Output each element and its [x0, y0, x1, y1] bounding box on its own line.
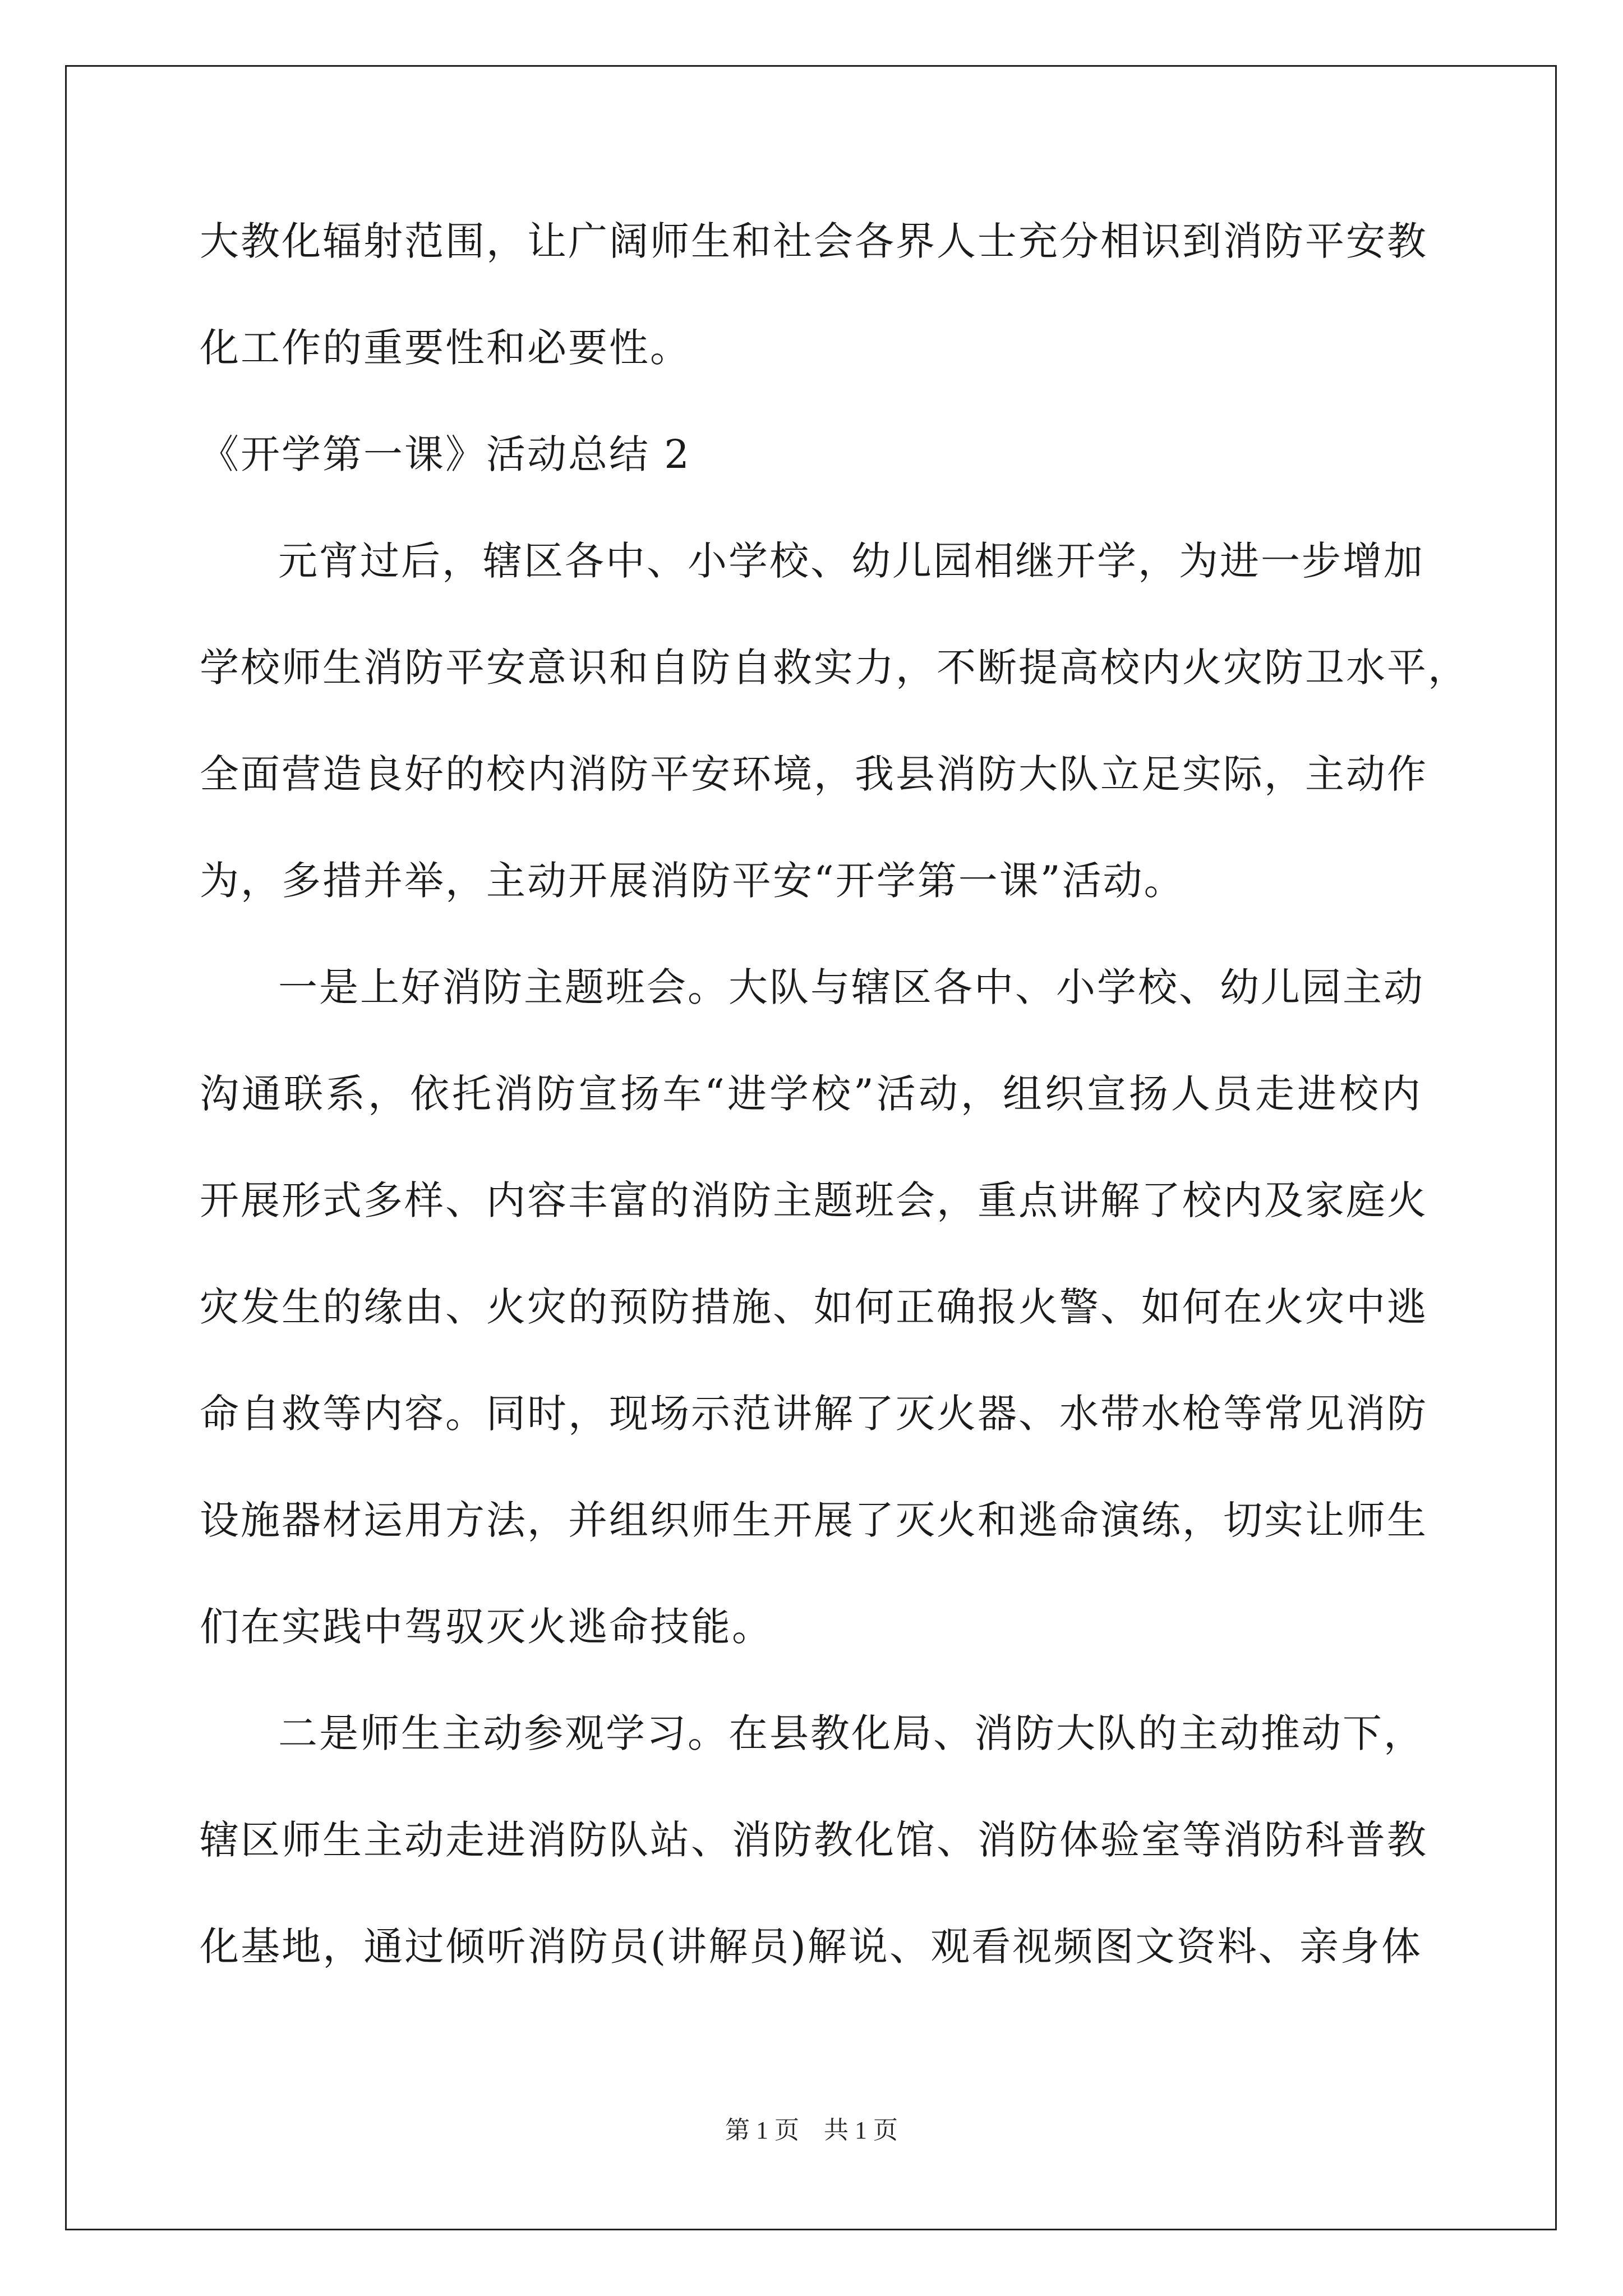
- document-body: [200, 218, 1469, 2031]
- page-footer: [0, 2115, 1623, 2146]
- paragraph-line: 元宵过后，辖区各中、小学校、幼儿园相继开学，为进一步增加: [278, 538, 1424, 584]
- paragraph-line: 设施器材运用方法，并组织师生开展了灭火和逃命演练，切实让师生: [200, 1497, 1428, 1543]
- paragraph-line: 灾发生的缘由、火灾的预防措施、如何正确报火警、如何在火灾中逃: [200, 1284, 1428, 1330]
- paragraph-line: 命自救等内容。同时，现场示范讲解了灭火器、水带水枪等常见消防: [200, 1391, 1428, 1437]
- paragraph-line: 学校师生消防平安意识和自防自救实力，不断提高校内火灾防卫水平，: [200, 645, 1469, 691]
- paragraph-line: 辖区师生主动走进消防队站、消防教化馆、消防体验室等消防科普教: [200, 1817, 1428, 1863]
- paragraph-line: 全面营造良好的校内消防平安环境，我县消防大队立足实际，主动作: [200, 751, 1428, 797]
- paragraph-line: 沟通联系，依托消防宣扬车“进学校”活动，组织宣扬人员走进校内: [200, 1071, 1422, 1117]
- paragraph-line: 二是师生主动参观学习。在县教化局、消防大队的主动推动下，: [278, 1710, 1424, 1756]
- page-number: 第 1 页: [725, 2116, 799, 2144]
- paragraph-line: 一是上好消防主题班会。大队与辖区各中、小学校、幼儿园主动: [278, 964, 1424, 1010]
- paragraph-line: 开展形式多样、内容丰富的消防主题班会，重点讲解了校内及家庭火: [200, 1177, 1428, 1223]
- paragraph-line: 化基地，通过倾听消防员(讲解员)解说、观看视频图文资料、亲身体: [200, 1924, 1422, 1970]
- paragraph-line: 为，多措并举，主动开展消防平安“开学第一课”活动。: [200, 858, 1185, 904]
- paragraph-line: 大教化辐射范围，让广阔师生和社会各界人士充分相识到消防平安教: [200, 218, 1428, 264]
- paragraph-line: 化工作的重要性和必要性。: [200, 325, 691, 371]
- paragraph-line: 们在实践中驾驭灭火逃命技能。: [200, 1604, 773, 1650]
- section-heading: 《开学第一课》活动总结 2: [200, 431, 691, 477]
- page-total: 共 1 页: [824, 2116, 898, 2144]
